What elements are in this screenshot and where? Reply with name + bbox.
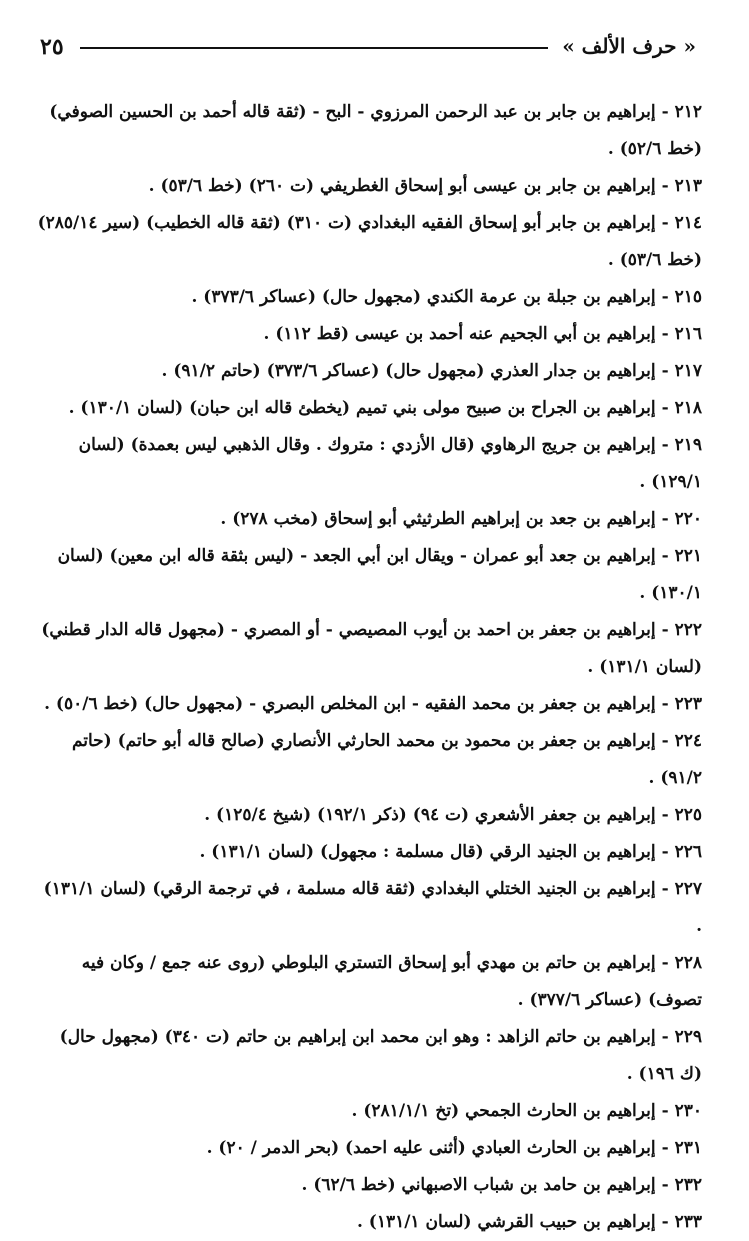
entry-text: إبراهيم بن الجنيد الختلي البغدادي (ثقة قاله مسلمة ، في ترجمة الرقي) (لسان ١٣١/١) . bbox=[43, 879, 702, 936]
entry-text: إبراهيم بن أبي الجحيم عنه أحمد بن عيسى (قط ١١٢) . bbox=[263, 324, 656, 344]
entry-230 bbox=[34, 1093, 702, 1130]
entry-217 bbox=[34, 353, 702, 390]
entry-number: ٢١٨ - bbox=[661, 398, 702, 418]
entry-226 bbox=[34, 834, 702, 871]
entry-222 bbox=[34, 612, 702, 686]
entry-number: ٢٢٤ - bbox=[661, 731, 702, 751]
entry-number: ٢١٩ - bbox=[661, 435, 702, 455]
entry-228 bbox=[34, 945, 702, 1019]
entry-text: إبراهيم بن جابر أبو إسحاق الفقيه البغدادي (ت ٣١٠) (ثقة قاله الخطيب) (سير ٢٨٥/١٤) (خط ٥٣/٦) . bbox=[37, 213, 702, 270]
entry-number: ٢٢٥ - bbox=[661, 805, 702, 825]
entry-number: ٢٢١ - bbox=[661, 546, 702, 566]
entry-text: إبراهيم بن الحارث الجمحي (تخ ٢٨١/١/١) . bbox=[351, 1101, 656, 1121]
entry-232 bbox=[34, 1167, 702, 1204]
entry-218 bbox=[34, 390, 702, 427]
entry-number: ٢٣٣ - bbox=[661, 1212, 702, 1232]
entry-text: إبراهيم بن الجراح بن صبيح مولى بني تميم (يخطئ قاله ابن حبان) (لسان ١٣٠/١) . bbox=[68, 398, 656, 418]
entry-214 bbox=[34, 205, 702, 279]
entry-number: ٢٢٢ - bbox=[661, 620, 702, 640]
entry-233 bbox=[34, 1204, 702, 1241]
page-number: ٢٥ bbox=[40, 34, 64, 60]
entry-list bbox=[34, 94, 702, 1241]
page-header bbox=[40, 34, 696, 64]
entry-227 bbox=[34, 871, 702, 945]
entry-number: ٢٣٠ - bbox=[661, 1101, 702, 1121]
entry-number: ٢١٦ - bbox=[661, 324, 702, 344]
chapter-title: « حرف الألف » bbox=[562, 34, 696, 58]
entry-text: إبراهيم بن جعفر بن محمد الفقيه - ابن المخلص البصري - (مجهول حال) (خط ٥٠/٦) . bbox=[44, 694, 656, 714]
entry-221 bbox=[34, 538, 702, 612]
entry-text: إبراهيم بن حامد بن شباب الاصبهاني (خط ٦٢/٦) . bbox=[301, 1175, 656, 1195]
entry-212 bbox=[34, 94, 702, 168]
entry-text: إبراهيم بن حبيب القرشي (لسان ١٣١/١) . bbox=[356, 1212, 656, 1232]
entry-text: إبراهيم بن جعد أبو عمران - ويقال ابن أبي الجعد - (ليس بثقة قاله ابن معين) (لسان ١٣٠/١) . bbox=[57, 546, 702, 603]
entry-text: إبراهيم بن الحارث العبادي (أثنى عليه احمد) (بحر الدمر / ٢٠) . bbox=[206, 1138, 656, 1158]
entry-number: ٢٢٦ - bbox=[661, 842, 702, 862]
entry-number: ٢٢٣ - bbox=[661, 694, 702, 714]
entry-number: ٢١٣ - bbox=[661, 176, 702, 196]
entry-number: ٢١٢ - bbox=[661, 102, 702, 122]
entry-224 bbox=[34, 723, 702, 797]
entry-220 bbox=[34, 501, 702, 538]
entry-215 bbox=[34, 279, 702, 316]
entry-text: إبراهيم بن حاتم بن مهدي أبو إسحاق التستري البلوطي (روى عنه جمع / وكان فيه تصوف) (عساكر ٣٧٧/٦) . bbox=[81, 953, 702, 1010]
entry-229 bbox=[34, 1019, 702, 1093]
header-rule bbox=[80, 47, 548, 49]
entry-number: ٢٣١ - bbox=[661, 1138, 702, 1158]
entry-text: إبراهيم بن جعفر بن احمد بن أيوب المصيصي - أو المصري - (مجهول قاله الدار قطني) (لسان ١٣١/١) . bbox=[41, 620, 702, 677]
entry-216 bbox=[34, 316, 702, 353]
entry-text: إبراهيم بن جريج الرهاوي (قال الأزدي : متروك . وقال الذهبي ليس بعمدة) (لسان ١٢٩/١) . bbox=[78, 435, 702, 492]
entry-text: إبراهيم بن الجنيد الرقي (قال مسلمة : مجهول) (لسان ١٣١/١) . bbox=[199, 842, 656, 862]
entry-number: ٢٢٧ - bbox=[661, 879, 702, 899]
entry-number: ٢١٤ - bbox=[661, 213, 702, 233]
entry-text: إبراهيم بن جبلة بن عرمة الكندي (مجهول حال) (عساكر ٣٧٣/٦) . bbox=[191, 287, 656, 307]
entry-text: إبراهيم بن حاتم الزاهد : وهو ابن محمد ابن إبراهيم بن حاتم (ت ٣٤٠) (مجهول حال) (ك ١٩٦) . bbox=[59, 1027, 702, 1084]
entry-number: ٢٢٨ - bbox=[661, 953, 702, 973]
entry-text: إبراهيم بن جعد بن إبراهيم الطرثيثي أبو إسحاق (مخب ٢٧٨) . bbox=[220, 509, 656, 529]
entry-text: إبراهيم بن جدار العذري (مجهول حال) (عساكر ٣٧٣/٦) (حاتم ٩١/٢) . bbox=[161, 361, 656, 381]
entry-223 bbox=[34, 686, 702, 723]
entry-219 bbox=[34, 427, 702, 501]
entry-text: إبراهيم بن جعفر الأشعري (ت ٩٤) (ذكر ١٩٢/١) (شيخ ١٢٥/٤) . bbox=[204, 805, 656, 825]
entry-number: ٢١٧ - bbox=[661, 361, 702, 381]
entry-225 bbox=[34, 797, 702, 834]
entry-231 bbox=[34, 1130, 702, 1167]
entry-number: ٢٣٢ - bbox=[661, 1175, 702, 1195]
entry-text: إبراهيم بن جعفر بن محمود بن محمد الحارثي الأنصاري (صالح قاله أبو حاتم) (حاتم ٩١/٢) . bbox=[71, 731, 702, 788]
entry-213 bbox=[34, 168, 702, 205]
entry-number: ٢١٥ - bbox=[661, 287, 702, 307]
entry-number: ٢٢٠ - bbox=[661, 509, 702, 529]
entry-text: إبراهيم بن جابر بن عبد الرحمن المرزوي - البح - (ثقة قاله أحمد بن الحسين الصوفي) (خط ٥٢/٦) . bbox=[49, 102, 702, 159]
entry-text: إبراهيم بن جابر بن عيسى أبو إسحاق الغطريفي (ت ٢٦٠) (خط ٥٣/٦) . bbox=[148, 176, 656, 196]
entry-number: ٢٢٩ - bbox=[661, 1027, 702, 1047]
